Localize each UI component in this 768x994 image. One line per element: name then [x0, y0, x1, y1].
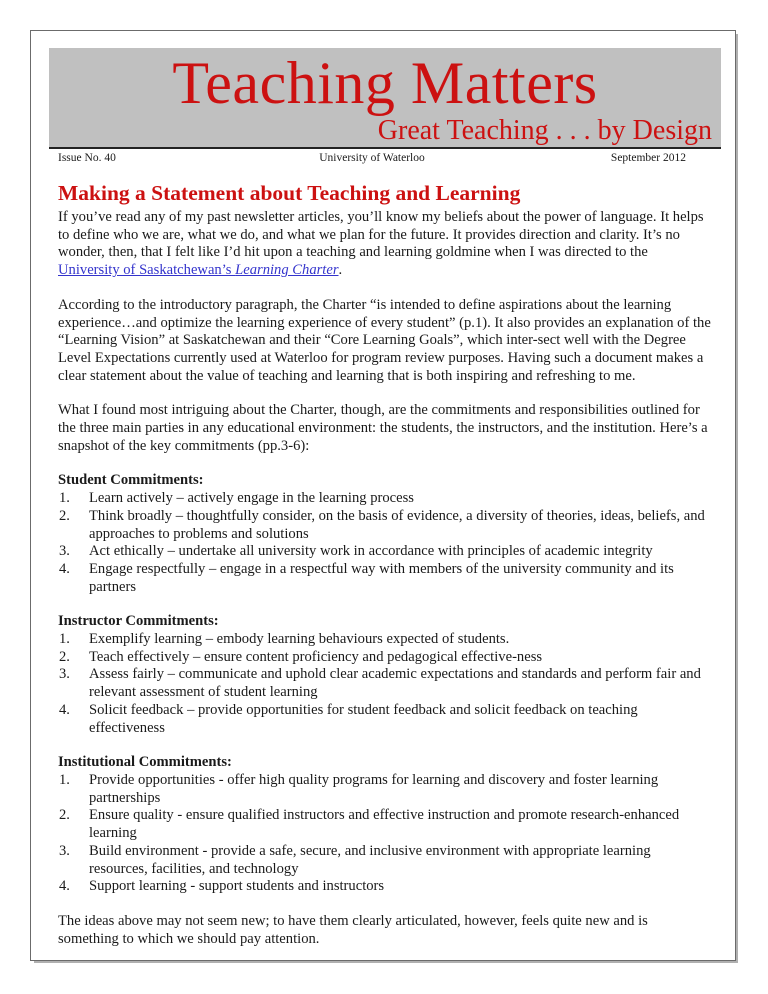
learning-charter-link-text: University of Saskatchewan’s — [58, 262, 236, 279]
intro-paragraph — [58, 209, 712, 280]
newsletter-page — [30, 30, 736, 961]
list-item: Learn actively – actively engage in the learning process — [89, 490, 414, 507]
list-item: Provide opportunities - offer high quality programs for learning and discovery and foster learning partnerships — [89, 771, 659, 806]
list-item: Ensure quality - ensure qualified instructors and effective instruction and promote research-enhanced learning — [89, 807, 680, 842]
closing-paragraph: The ideas above may not seem new; to have them clearly articulated, however, feels quite new and is something to which we should pay attention. — [58, 912, 648, 947]
instructor-commitments-list — [58, 631, 712, 737]
list-item: Exemplify learning – embody learning behaviours expected of students. — [89, 631, 510, 648]
newsletter-title: Teaching Matters — [172, 50, 598, 116]
list-item: Engage respectfully – engage in a respectful way with members of the university community and its partners — [89, 560, 674, 595]
newsletter-tagline: Great Teaching . . . by Design — [377, 115, 712, 146]
list-item: Teach effectively – ensure content proficiency and pedagogical effective-ness — [89, 648, 543, 665]
commitments-paragraph: What I found most intriguing about the Charter, though, are the commitments and responsibilities outlined for the three main parties in any educational environment: the students, the instructors, and the institution. Here’s a snapshot of the key commitments (pp.3-6): — [58, 402, 708, 454]
intro-paragraph-text: If you’ve read any of my past newsletter articles, you’ll know my beliefs about the power of language. It helps to define who we are, what we do, and what we plan for the future. It provides direction and clarity. It’s no wonder, then, that I felt like I’d hit upon a teaching and learning goldmine when I was directed to the — [58, 209, 704, 261]
charter-paragraph: According to the introductory paragraph, the Charter “is intended to define aspirations about the learning experience…and optimize the learning experience of every student” (p.1). It also provides an explanation of the “Learning Vision” at Saskatchewan and their “Core Learning Goals”, which inter-sect well with the Degree Level Expectations currently used at Waterloo for program review purposes. Having such a document makes a clear statement about the value of teaching and learning that is both inspiring and refreshing to me. — [58, 296, 711, 384]
student-commitments-list — [58, 490, 712, 596]
section-student-commitments — [58, 472, 712, 596]
list-item: Solicit feedback – provide opportunities for student feedback and solicit feedback on teaching effectiveness — [89, 701, 638, 736]
list-item: Build environment - provide a safe, secure, and inclusive environment with appropriate learning resources, facilities, and technology — [89, 842, 651, 877]
list-item: Assess fairly – communicate and uphold clear academic expectations and standards and perform fair and relevant assessment of student learning — [89, 666, 701, 701]
section-title-student: Student Commitments: — [58, 472, 204, 489]
issue-number: Issue No. 40 — [58, 152, 116, 164]
learning-charter-link[interactable] — [58, 262, 339, 278]
list-item: Think broadly – thoughtfully consider, on the basis of evidence, a diversity of theories, ideas, beliefs, and approaches to problems and solutions — [89, 507, 705, 542]
institutional-commitments-list — [58, 772, 712, 896]
list-item: Support learning - support students and instructors — [89, 878, 385, 895]
masthead-banner — [49, 48, 721, 149]
organization-name: University of Waterloo — [319, 152, 425, 164]
list-item: Act ethically – undertake all university work in accordance with principles of academic integrity — [89, 543, 653, 560]
issue-date: September 2012 — [610, 152, 686, 164]
issue-info-row — [58, 151, 709, 166]
section-institutional-commitments — [58, 754, 712, 896]
learning-charter-link-italic: Learning Charter — [235, 262, 339, 279]
section-instructor-commitments — [58, 613, 712, 737]
intro-paragraph-period: . — [338, 262, 343, 279]
section-title-institutional: Institutional Commitments: — [58, 754, 232, 771]
section-title-instructor: Instructor Commitments: — [58, 613, 219, 630]
article-heading: Making a Statement about Teaching and Learning — [58, 181, 521, 205]
article-body — [58, 181, 712, 948]
